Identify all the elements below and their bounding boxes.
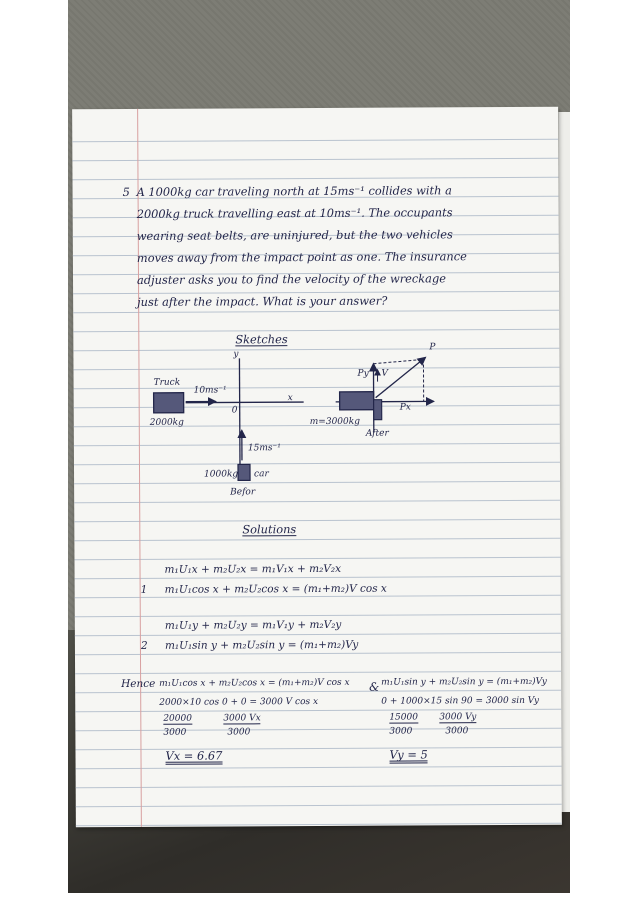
before-label: Befor [230,487,256,498]
axis-y-line [239,358,240,478]
x-fraction1-numerator: 20000 [163,713,192,724]
question-line: A 1000kg car traveling north at 15ms⁻¹ collides with a [136,183,452,199]
question-number: 5 [122,184,130,200]
axis-y-label: y [233,349,239,360]
truck-mass: 2000kg [149,417,184,428]
car-mass: 1000kg [204,469,239,480]
question-line: just after the impact. What is your answer? [137,293,388,309]
truck-speed: 10ms⁻¹ [193,385,227,396]
sketch-heading: Sketches [235,332,288,347]
y-fraction1-numerator: 15000 [389,712,418,723]
equation-1: m₁U₁cos x + m₂U₂cos x = (m₁+m₂)V cos x [164,582,387,596]
and-symbol: & [369,679,380,694]
wreck-block [340,392,374,410]
x-fraction2-denominator: 3000 [227,727,251,738]
v-label: V [381,368,389,379]
after-label: After [365,428,389,439]
question-line: adjuster asks you to find the velocity of the wreckage [136,271,447,287]
question-line: wearing seat belts, are uninjured, but the two vehicles [136,227,453,243]
wreck-car-block [374,400,382,420]
vx-result: Vx = 6.67 [165,750,222,765]
x-fraction2-numerator: 3000 Vx [223,713,261,724]
origin-label: 0 [231,405,238,416]
x-component-line2: 2000×10 cos 0 + 0 = 3000 V cos x [159,696,319,708]
combined-mass: m=3000kg [309,416,360,428]
y-component-line2: 0 + 1000×15 sin 90 = 3000 sin Vy [381,695,540,707]
equation-2: m₁U₁sin y + m₂U₂sin y = (m₁+m₂)Vy [164,638,359,652]
x-component-line1: m₁U₁cos x + m₂U₂cos x = (m₁+m₂)V cos x [159,677,350,689]
car-speed: 15ms⁻¹ [247,443,281,454]
car-label: car [254,469,269,480]
y-fraction2-numerator: 3000 Vy [439,712,477,723]
y-component-line1: m₁U₁sin y + m₂U₂sin y = (m₁+m₂)Vy [381,676,547,688]
equation-y-general: m₁U₁y + m₂U₂y = m₁V₁y + m₂V₂y [164,618,342,632]
notebook-page [72,107,562,828]
hence-label: Hence [121,677,156,691]
photo-background [68,0,570,893]
equation-2-number: 2 [140,639,148,652]
truck-label: Truck [153,377,181,388]
axis-x-label: x [287,393,293,404]
question-line: moves away from the impact point as one. The insurance [136,249,467,265]
py-label: Py [357,368,369,379]
p-label: P [429,342,436,353]
car-block [238,464,250,480]
equation-1-number: 1 [140,583,148,596]
sketch-lines [72,107,562,828]
truck-block [154,393,184,413]
dashed-top [373,359,423,363]
x-fraction1-denominator: 3000 [163,727,187,738]
question-line: 2000kg truck travelling east at 10ms⁻¹. The occupants [136,205,453,221]
y-fraction1-denominator: 3000 [389,726,413,737]
px-label: Px [399,402,411,413]
y-fraction2-denominator: 3000 [445,726,469,737]
solution-heading: Solutions [242,522,297,537]
vy-result: Vy = 5 [389,749,427,764]
equation-x-general: m₁U₁x + m₂U₂x = m₁V₁x + m₂V₂x [164,562,342,576]
